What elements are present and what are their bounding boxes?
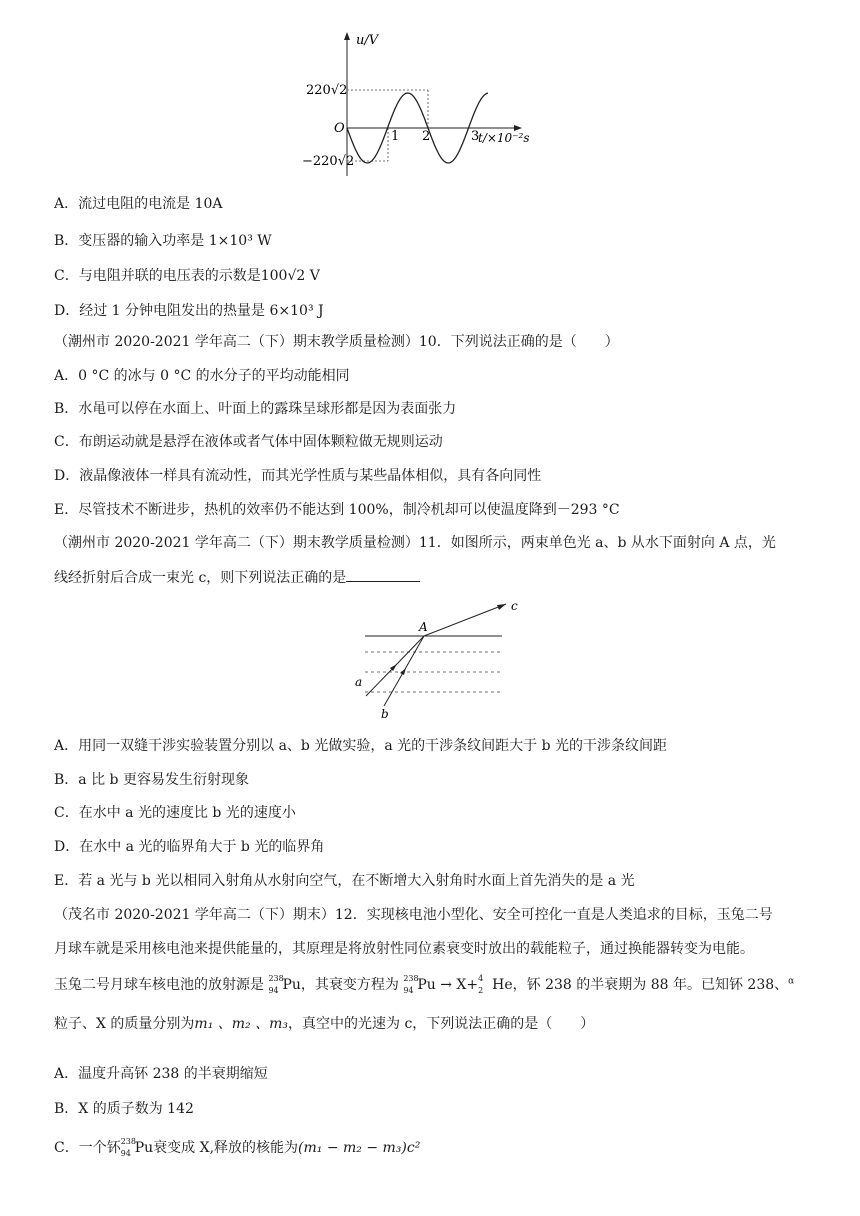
- y-axis-arrow: [344, 32, 350, 40]
- nuclide-pu238-c: 238 94 Pu: [120, 1137, 154, 1158]
- origin-label: O: [334, 121, 345, 136]
- q11-option-a: A．用同一双缝干涉实验装置分别以 a、b 光做实验，a 光的干涉条纹间距大于 b 光的干涉条纹间距: [54, 738, 667, 754]
- q12-option-c: C．一个钚 238 94 Pu衰变成 X,释放的核能为(m₁ − m₂ − m₃)c²: [54, 1137, 421, 1158]
- q9-option-a: A．流过电阻的电流是 10A: [54, 196, 223, 212]
- q12-stem-line1: （茂名市 2020-2021 学年高二（下）期末）12．实现核电池小型化、安全可控化一直是人类追求的目标，玉兔二号: [54, 907, 773, 923]
- q12-stem-line4: 粒子、X 的质量分别为m₁ 、m₂ 、m₃，真空中的光速为 c，下列说法正确的是（ ）: [54, 1016, 595, 1032]
- q12-option-a: A．温度升高钚 238 的半衰期缩短: [54, 1066, 268, 1082]
- refraction-figure: [340, 594, 530, 722]
- q12-stem-line3: 玉兔二号月球车核电池的放射源是 238 94 Pu，其衰变方程为 238 94 Pu → X+ 4 2 He，钚 238 的半衰期为 88 年。已知钚 238、$^\alpha$: [54, 974, 795, 995]
- ray-c-arrow: [497, 604, 506, 610]
- q9-option-d: D．经过 1 分钟电阻发出的热量是 6×10³ J: [54, 303, 324, 319]
- q9-option-c: C．与电阻并联的电压表的示数是100√2 V: [54, 268, 320, 284]
- q12-stem-line2: 月球车就是采用核电池来提供能量的，其原理是将放射性同位素衰变时放出的载能粒子，通过换能器转变为电能。: [54, 941, 754, 957]
- q11-option-c: C．在水中 a 光的速度比 b 光的速度小: [54, 805, 296, 821]
- q11-stem-line1: （潮州市 2020-2021 学年高二（下）期末教学质量检测）11．如图所示，两束单色光 a、b 从水下面射向 A 点，光: [54, 535, 776, 551]
- decay-equation-pu: 238 94 Pu: [403, 974, 436, 995]
- x-tick-2: 2: [422, 129, 431, 144]
- q11-option-d: D．在水中 a 光的临界角大于 b 光的临界角: [54, 839, 325, 855]
- q10-stem: （潮州市 2020-2021 学年高二（下）期末教学质量检测）10．下列说法正确的是（ ）: [54, 334, 619, 350]
- answer-blank: [346, 567, 420, 582]
- voltage-waveform-graph: [300, 28, 540, 184]
- q11-stem-line2: 线经折射后合成一束光 c，则下列说法正确的是: [54, 567, 820, 588]
- x-tick-1: 1: [391, 129, 400, 144]
- q11-option-e: E．若 a 光与 b 光以相同入射角从水射向空气，在不断增大入射角时水面上首先消失的是 a 光: [54, 873, 635, 889]
- ray-c: [424, 604, 506, 636]
- q10-option-c: C．布朗运动就是悬浮在液体或者气体中固体颗粒做无规则运动: [54, 434, 443, 450]
- y-axis-label: u/V: [356, 33, 379, 48]
- y-top-label: 220√2: [306, 83, 348, 98]
- q9-option-b: B．变压器的输入功率是 1×10³ W: [54, 233, 272, 249]
- x-tick-3: 3: [471, 129, 480, 144]
- ray-b-label: b: [381, 707, 389, 721]
- q10-option-b: B．水黾可以停在水面上、叶面上的露珠呈球形都是因为表面张力: [54, 401, 457, 417]
- nuclide-he4: 4 2 He: [478, 974, 513, 995]
- q10-option-a: A．0 °C 的冰与 0 °C 的水分子的平均动能相同: [54, 368, 350, 384]
- ray-c-label: c: [511, 599, 518, 613]
- ray-b-arrow: [400, 668, 406, 675]
- q10-option-d: D．液晶像液体一样具有流动性，而其光学性质与某些晶体相似，具有各向同性: [54, 468, 542, 484]
- x-axis-label: t/×10⁻²s: [478, 131, 530, 145]
- nuclide-pu238: 238 94 Pu: [268, 974, 301, 995]
- point-a-label: A: [419, 620, 428, 634]
- ray-a-label: a: [355, 675, 363, 689]
- q10-option-e: E．尽管技术不断进步，热机的效率仍不能达到 100%，制冷机却可以使温度降到－293 °C: [54, 502, 620, 518]
- arrow-icon: →: [440, 977, 452, 993]
- y-bottom-label: −220√2: [302, 154, 355, 169]
- q11-option-b: B．a 比 b 更容易发生衍射现象: [54, 772, 249, 788]
- q12-option-b: B．X 的质子数为 142: [54, 1101, 194, 1117]
